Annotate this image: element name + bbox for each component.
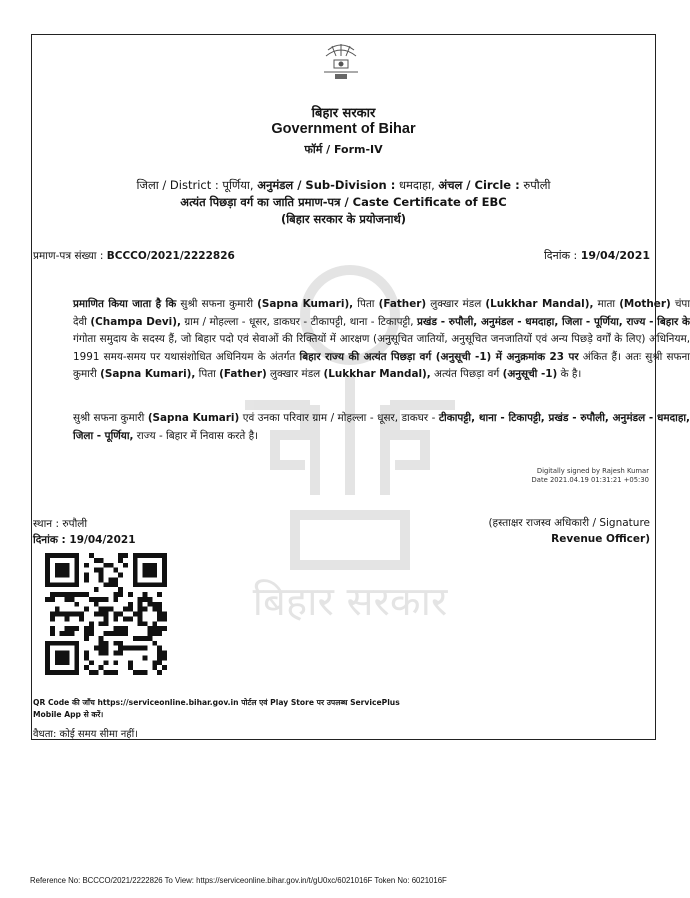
p1-seg: बिहार राज्य की अत्यंत पिछड़ा वर्ग (अनुसूची -1) में अनुक्रमांक 23 पर [299,350,579,363]
p1-seg: के है। [557,368,582,381]
p1-seg: चंपा देवी [73,298,690,328]
p1-seg: प्रखंड - रुपौली, अनुमंडल - धमदाहा, जिला - पूर्णिया, राज्य - बिहार के [416,315,690,328]
subdivision-value: धमदाहा, [398,178,435,192]
bihar-govt-emblem-icon [318,42,364,82]
p1-seg: (Father) [219,368,267,381]
footer-reference: Reference No: BCCCO/2021/2222826 To View: https://serviceonline.bihar.gov.in/t/gU0xc/6021016F Token No: 6021016F [30,876,447,885]
digital-signature-name: Digitally signed by Rajesh Kumar [536,467,649,475]
residence-paragraph [33,410,690,445]
p2-seg: (Sapna Kumari) [147,412,240,424]
p1-seg: (Father) [378,298,427,310]
location-line [32,178,655,193]
p1-seg: अत्यंत पिछड़ा वर्ग [430,368,503,381]
p2-seg: सुश्री सफना कुमारी [73,412,148,424]
issue-date-text: दिनांक : 19/04/2021 [33,534,136,546]
p1-seg: (Champa Devi), [90,315,181,328]
p1-seg: (Sapna Kumari), [257,298,354,310]
p1-seg: पिता [195,368,220,381]
certificate-number-label: प्रमाण-पत्र संख्या : [33,250,104,262]
qr-code-icon[interactable] [45,553,167,675]
form-number: फॉर्म / Form-IV [304,143,383,156]
p1-seg: माता [593,298,620,310]
p1-seg: (Lukkhar Mandal), [485,298,594,310]
signatory-block [488,515,650,547]
place-date-block [33,516,136,548]
digital-signature [532,467,649,485]
certificate-subtitle: (बिहार सरकार के प्रयोजनार्थ) [280,212,407,226]
signatory-line2: Revenue Officer) [551,533,650,545]
district-value: पूर्णिया, [222,178,254,192]
watermark-text: बिहार सरकार [252,579,448,625]
certificate-number [33,249,235,263]
p1-seg: (Sapna Kumari), [100,368,196,381]
title-hindi: बिहार सरकार [311,106,376,121]
signatory-line1: (हस्ताक्षर राजस्व अधिकारी / Signature [488,517,650,529]
qr-note-line1: QR Code की जाँच https://serviceonline.bihar.gov.in पोर्टल एवं Play Store पर उपलब्ध ServicePlus [33,698,400,707]
p1-seg: सुश्री सफना कुमारी [176,298,258,310]
p1-seg: लुक्खार मंडल [426,298,486,310]
p1-seg: ग्राम / मोहल्ला - धूसर, डाकघर - टीकापट्टी, थाना - टिकापट्टी, [180,315,417,328]
p1-seg: (Mother) [619,298,671,310]
p1-seg: (Lukkhar Mandal), [323,368,431,381]
p1-seg: गंगोता समुदाय के सदस्य हैं, जो बिहार पदो एवं सेवाओं की रिक्तियों में आरक्षण (अनुसूचित जातियों, अनुसूचित जनजातियों एवं अन्य पिछड़े वर्गों के लिए) अधिनियम, 1991 समय-समय पर यथासंशोधित अधिनियम के अंतर्गत [73,333,690,363]
qr-note-line2: Mobile App से करें। [33,709,104,719]
place-text: स्थान : रुपौली [33,518,88,530]
certification-paragraph [33,296,690,384]
qr-verification-note [33,697,433,720]
digital-signature-date: Date 2021.04.19 01:31:21 +05:30 [531,476,649,484]
p2-seg: टीकापट्टी, थाना - टिकापट्टी, प्रखंड - रुपौली, अनुमंडल - धमदाहा, जिला - पूर्णिया, [73,412,690,442]
certificate-date [544,248,650,263]
certificate-date-label: दिनांक : [543,249,578,262]
district-label: जिला / District : [136,178,219,192]
p1-seg: प्रमाणित किया जाता है कि [73,298,177,310]
circle-label: अंचल / Circle : [438,178,520,192]
p1-seg: (अनुसूची -1) [502,368,558,381]
circle-value: रुपौली [523,178,551,192]
p1-seg: लुक्खार मंडल [266,368,324,381]
subdivision-label: अनुमंडल / Sub-Division : [257,178,396,192]
p1-seg: पिता [353,298,379,310]
validity-note: वैधता: कोई समय सीमा नहीं। [33,729,138,740]
certificate-title: अत्यंत पिछड़ा वर्ग का जाति प्रमाण-पत्र / Caste Certificate of EBC [180,195,507,209]
p2-seg: एवं उनका परिवार ग्राम / मोहल्ला - धूसर, डाकघर - [239,412,439,424]
p1-seg: अंकित हैं। अतः सुश्री सफना कुमारी [73,350,690,381]
p2-seg: राज्य - बिहार में निवास करते है। [133,429,259,442]
certificate-number-value: BCCCO/2021/2222826 [106,250,235,262]
certificate-date-value: 19/04/2021 [580,249,650,262]
title-english: Government of Bihar [271,121,416,137]
